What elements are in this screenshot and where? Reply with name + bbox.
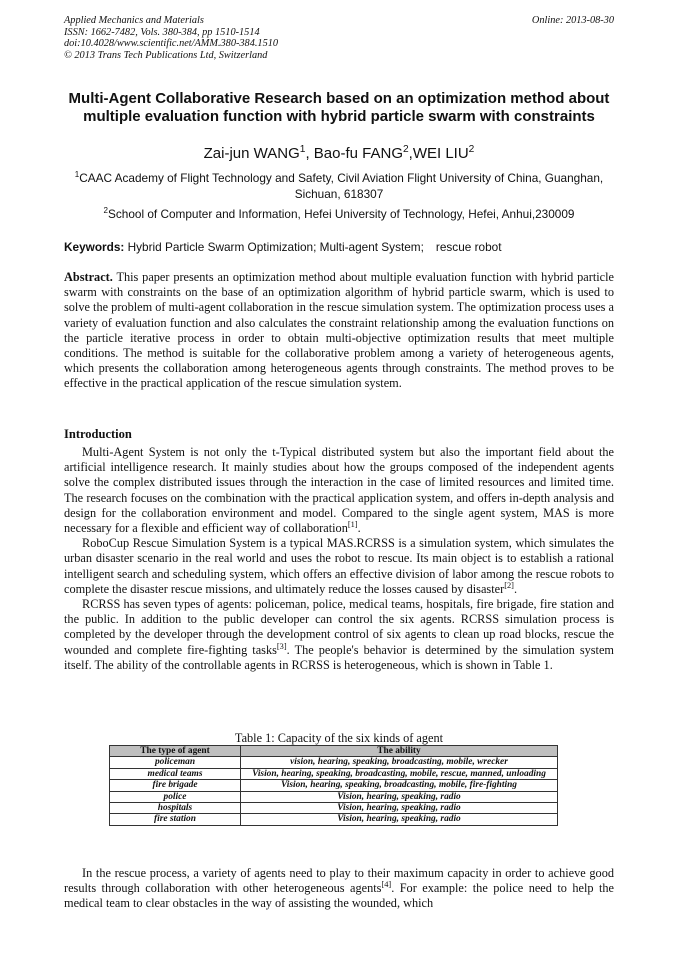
paragraph: [64, 536, 614, 597]
author-affiliation-mark: 2: [468, 144, 475, 155]
author-separator: ,: [408, 145, 413, 162]
author-affiliation-mark: 2: [402, 144, 409, 155]
agent-ability-cell: Vision, hearing, speaking, broadcasting, mobile, fire-fighting: [241, 780, 558, 791]
paragraph-text-tail: . The people's behavior is determined by the simulation system itself. The ability of the controllable agents in RCRSS is heterogeneous, which is shown in Table 1.: [64, 642, 614, 672]
journal-copyright: © 2013 Trans Tech Publications Ltd, Switzerland: [64, 49, 268, 61]
agent-type-cell: police: [110, 791, 241, 802]
affiliation: [70, 170, 608, 202]
table-caption: Table 1: Capacity of the six kinds of agent: [234, 731, 444, 745]
keyword-item: rescue robot: [435, 240, 502, 254]
author-affiliation-mark: 1: [299, 144, 306, 155]
keywords-label: Keywords:: [64, 240, 125, 254]
table-row: [110, 757, 558, 768]
citation[interactable]: [3]: [276, 641, 287, 651]
paragraph-text: Multi-Agent System is not only the t-Typical distributed system but also the important field about the artificial intelligence research. It mainly studies about how the groups composed of the independent agents solve the complex distributed issues through the interaction in the case of limited resources and limited time. The research focuses on the combination with the practical application system, and offers in-depth analysis and design for the collaboration environment and model. Compared to the single agent system, MAS is more necessary for a flexible and efficient way of collaboration: [64, 445, 614, 536]
agent-ability-cell: Vision, hearing, speaking, radio: [241, 814, 558, 825]
agent-ability-cell: Vision, hearing, speaking, broadcasting, mobile, rescue, manned, unloading: [241, 768, 558, 779]
author-name: WEI LIU: [412, 145, 469, 162]
abstract-label: Abstract.: [64, 270, 113, 284]
citation[interactable]: [4]: [381, 880, 392, 890]
table-row: [110, 803, 558, 814]
journal-issn: ISSN: 1662-7482, Vols. 380-384, pp 1510-1514: [64, 26, 260, 38]
section-heading-introduction: Introduction: [64, 427, 132, 441]
paragraph: [64, 445, 614, 536]
agent-ability-cell: vision, hearing, speaking, broadcasting, mobile, wrecker: [241, 757, 558, 768]
author-separator: ,: [305, 145, 314, 162]
online-date: Online: 2013-08-30: [531, 15, 614, 26]
paragraph: [64, 597, 614, 673]
paragraph-text-tail: .: [513, 581, 518, 596]
affiliation-text: CAAC Academy of Flight Technology and Safety, Civil Aviation Flight University of China, Guanghan, Sichuan, 618307: [79, 171, 604, 201]
table-row: [110, 814, 558, 825]
introduction-body: [64, 445, 614, 673]
paragraph-text: RoboCup Rescue Simulation System is a typical MAS.RCRSS is a simulation system, which simulates the urban disaster scenario in the real world and uses the robot to rescue. Its main object is to establish a rational intelligent search and scheduling system, which offers an effective division of labor among the rescue robots to complete the disaster rescue missions, and ultimately reduce the losses caused by disaster: [64, 536, 614, 596]
journal-name: Applied Mechanics and Materials: [64, 15, 204, 26]
abstract: [64, 270, 614, 392]
abstract-text: This paper presents an optimization method about multiple evaluation function with hybrid particle swarm with constraints on the base of an optimization algorithm of hybrid particle swarm, which is used to solve the problem of multi-agent collaboration in the rescue simulation system. The optimization process uses a variety of evaluation function and also calculates the constraint relationship among the evaluation functions on the particle iterative process in order to obtain multi-objective optimization results that meet multiple conditions. The method is suitable for the collaborative problem among a variety of heterogeneous agents, which presents the collaboration among heterogeneous agents through constraints. The method proves to be effective in the practical application of the rescue simulation system.: [64, 270, 614, 391]
agent-capacity-table: [109, 745, 558, 826]
table-row: [110, 780, 558, 791]
agent-ability-cell: Vision, hearing, speaking, radio: [241, 791, 558, 802]
closing-paragraph: [64, 866, 614, 912]
table-row: [110, 791, 558, 802]
table-header-cell: The ability: [241, 746, 558, 757]
paragraph-text: RCRSS has seven types of agents: policeman, police, medical teams, hospitals, fire brigade, fire station and the public. In addition to the public developer can control the six agents. RCRSS simulation process is completed by the developer through the development control of six agents to clean up road blocks, rescue the wounded and complete fire-fighting tasks: [64, 597, 614, 657]
agent-type-cell: policeman: [110, 757, 241, 768]
keyword-item: Hybrid Particle Swarm Optimization; Multi-agent System;: [127, 240, 424, 254]
paragraph-text-tail: .: [357, 521, 361, 536]
author-name: Zai-jun WANG: [203, 145, 300, 162]
journal-header: [64, 15, 278, 61]
affiliation: [70, 206, 608, 222]
agent-type-cell: fire brigade: [110, 780, 241, 791]
author-list: [60, 145, 618, 162]
paper-title: Multi-Agent Collaborative Research based on an optimization method about multiple evaluation function with hybrid particle swarm with constraints: [68, 90, 610, 125]
affiliation-mark: 2: [103, 206, 108, 216]
citation[interactable]: [1]: [347, 519, 358, 529]
citation[interactable]: [2]: [504, 580, 514, 590]
affiliation-mark: 1: [74, 170, 80, 180]
agent-type-cell: fire station: [110, 814, 241, 825]
journal-doi: doi:10.4028/www.scientific.net/AMM.380-384.1510: [64, 38, 279, 50]
paragraph-text-tail: . For example: the police need to help the medical team to clear obstacles in the way of assisting the wounded, which: [64, 881, 614, 911]
agent-type-cell: hospitals: [110, 803, 241, 814]
author-name: Bao-fu FANG: [313, 145, 403, 162]
table-header-row: [110, 746, 558, 757]
agent-type-cell: medical teams: [110, 768, 241, 779]
paragraph-text: In the rescue process, a variety of agents need to play to their maximum capacity in order to achieve good results through collaboration with other heterogeneous agents: [64, 866, 614, 896]
table-row: [110, 768, 558, 779]
keywords: [64, 240, 502, 254]
agent-ability-cell: Vision, hearing, speaking, radio: [241, 803, 558, 814]
affiliation-text: School of Computer and Information, Hefei University of Technology, Hefei, Anhui,230009: [108, 207, 575, 221]
table-header-cell: The type of agent: [110, 746, 241, 757]
